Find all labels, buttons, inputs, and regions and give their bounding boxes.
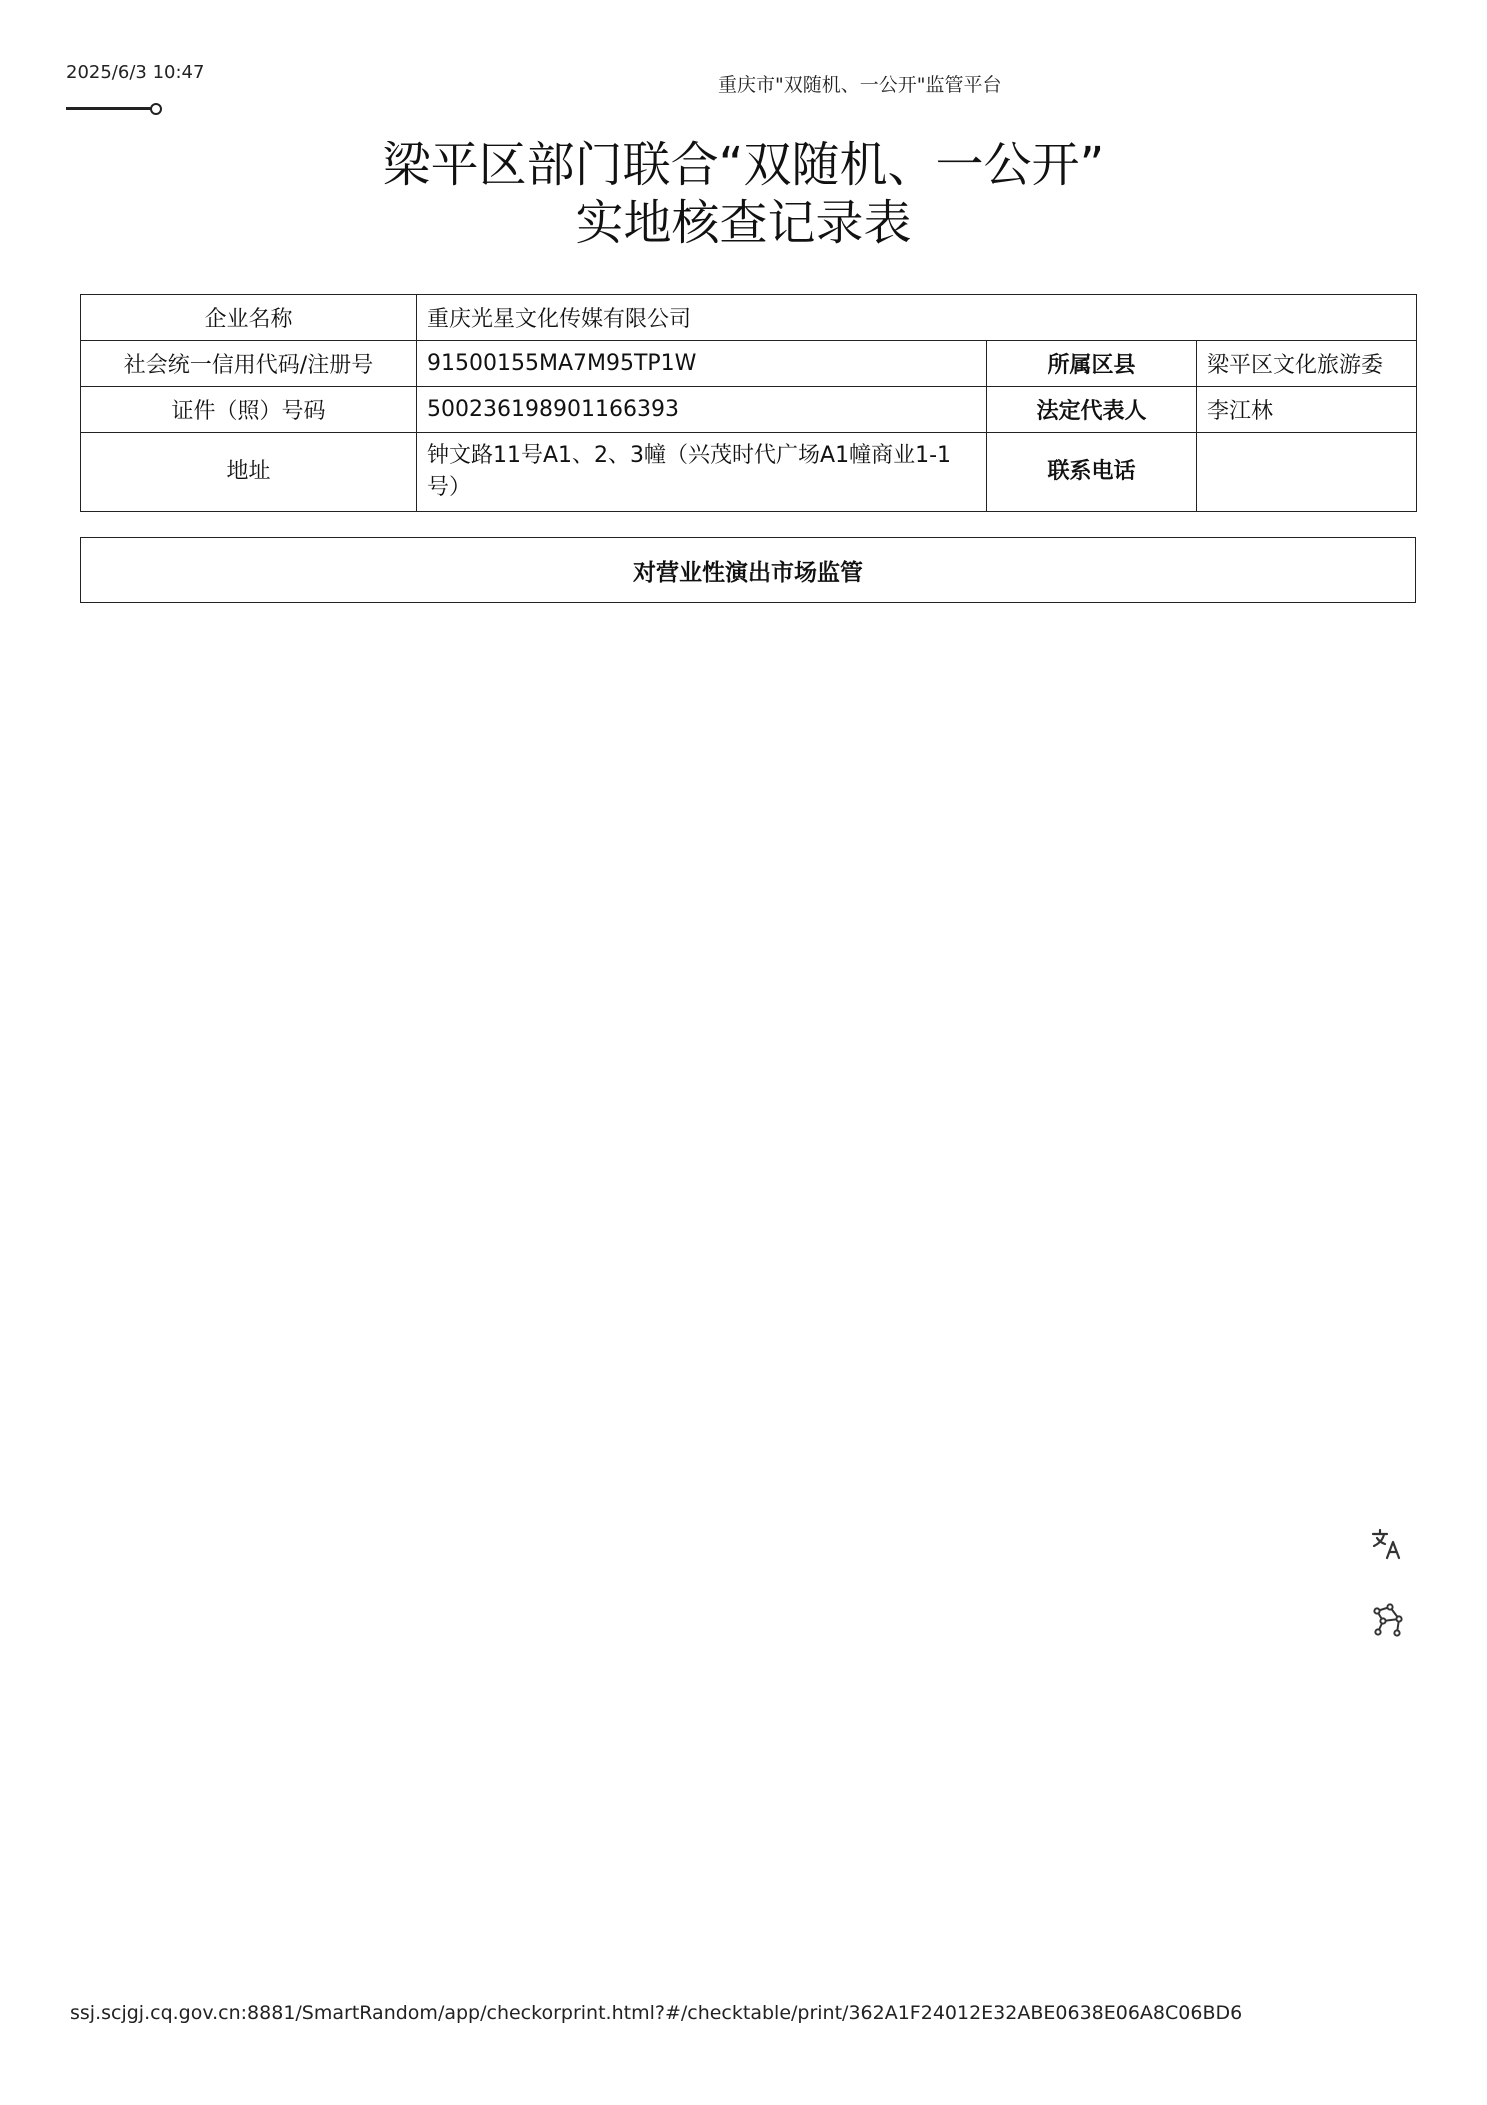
document-title-line2: 实地核查记录表 [575,195,912,251]
document-title-line1: 梁平区部门联合“双随机、一公开” [382,137,1105,193]
credit-code-value: 91500155MA7M95TP1W [417,341,987,387]
translate-icon[interactable] [1370,1527,1404,1561]
district-value: 梁平区文化旅游委 [1197,341,1417,387]
phone-value [1197,433,1417,512]
table-row-address [81,433,1417,512]
section-title: 对营业性演出市场监管 [633,559,863,586]
credit-code-label: 社会统一信用代码/注册号 [81,341,417,387]
table-row-credit-code [81,341,1417,387]
table-row-license [81,387,1417,433]
address-label: 地址 [81,433,417,512]
table-row-company [81,295,1417,341]
graph-nodes-icon[interactable] [1370,1602,1406,1638]
license-no-value: 500236198901166393 [417,387,987,433]
print-datetime: 2025/6/3 10:47 [66,62,205,83]
print-divider-line [66,107,152,110]
platform-name: 重庆市"双随机、一公开"监管平台 [718,74,1002,96]
license-no-label: 证件（照）号码 [81,387,417,433]
company-name-label: 企业名称 [81,295,417,341]
address-value: 钟文路11号A1、2、3幢（兴茂时代广场A1幢商业1-1号） [417,433,987,512]
enterprise-info-table [80,294,1417,512]
print-divider-dot [150,103,162,115]
company-name-value: 重庆光星文化传媒有限公司 [417,295,1417,341]
legal-rep-label: 法定代表人 [987,387,1197,433]
document-title [0,136,1487,252]
district-label: 所属区县 [987,341,1197,387]
phone-label: 联系电话 [987,433,1197,512]
legal-rep-value: 李江林 [1197,387,1417,433]
section-box [80,537,1416,603]
page-url: ssj.scjgj.cq.gov.cn:8881/SmartRandom/app/checkorprint.html?#/checktable/print/362A1F24012E32ABE0638E06A8C06BD6 [70,2002,1243,2024]
